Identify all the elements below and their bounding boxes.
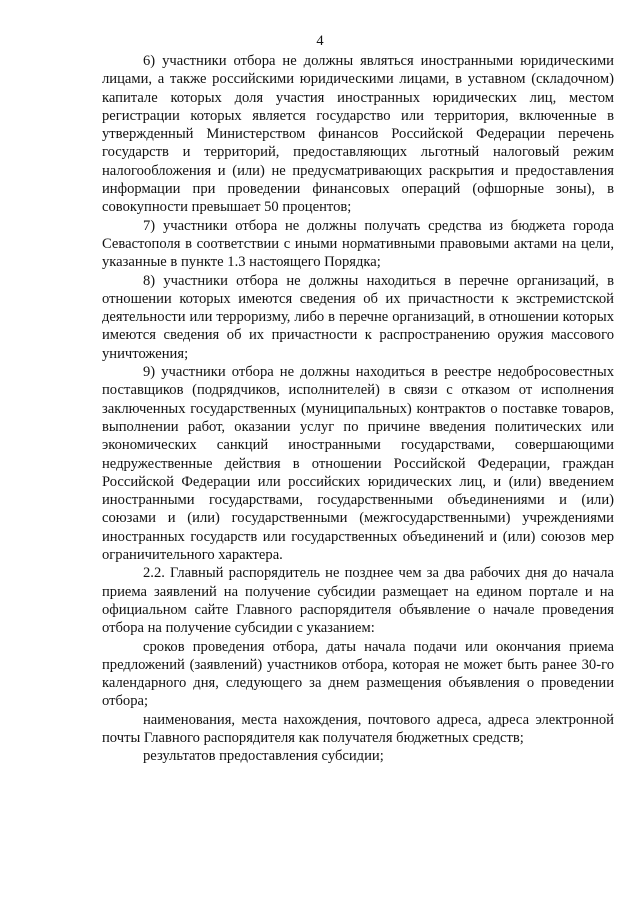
paragraph-deadlines: сроков проведения отбора, даты начала подачи или окончания приема предложений (заявлений) участников отбора, которая не может быть ранее 30-го календарного дня, следующего за днем размещения объявления о проведении отбора; (102, 638, 614, 710)
paragraph-results: результатов предоставления субсидии; (143, 748, 384, 765)
document-body (102, 52, 614, 766)
paragraph-section-2-2: 2.2. Главный распорядитель не позднее чем за два рабочих дня до начала приема заявлений на получение субсидии размещает на едином портале и на официальном сайте Главного распорядителя объявление о начале проведения отбора на получение субсидии с указанием: (102, 565, 614, 637)
page-number: 4 (316, 33, 324, 49)
paragraph-item-8: 8) участники отбора не должны находиться в перечне организаций, в отношении которых имеются сведения об их причастности к экстремистской деятельности или терроризму, либо в перечне организаций, в отношении которых имеются сведения об их причастности к распространению оружия массового уничтожения; (102, 272, 614, 362)
paragraph-item-9: 9) участники отбора не должны находиться в реестре недобросовестных поставщиков (подрядчиков, исполнителей) в связи с отказом от исполнения заключенных государственных (муниципальных) контрактов о поставке товаров, выполнении работ, оказании услуг по причине введения политических или экономических санкций иностранными государствами, совершающими недружественные действия в отношении Российской Федерации, граждан Российской Федерации или российских юридических лиц, и (или) введением иностранными государствами, государственными объединениями и (или) союзами и (или) государственными (межгосударственными) учреждениями иностранных государств или государственных объединений и (или) союзов мер ограничительного характера. (102, 364, 614, 564)
paragraph-contacts: наименования, места нахождения, почтового адреса, адреса электронной почты Главного распорядителя как получателя бюджетных средств; (102, 711, 614, 746)
paragraph-item-7: 7) участники отбора не должны получать средства из бюджета города Севастополя в соответствии с иными нормативными правовыми актами на цели, указанные в пункте 1.3 настоящего Порядка; (102, 217, 614, 271)
paragraph-item-6: 6) участники отбора не должны являться иностранными юридическими лицами, а также российскими юридическими лицами, в уставном (складочном) капитале которых доля участия иностранных юридических лиц, местом регистрации которых является государство или территория, включенные в утвержденный Министерством финансов Российской Федерации перечень государств и территорий, предоставляющих льготный налоговый режим налогообложения и (или) не предусматривающих раскрытия и предоставления информации при проведении финансовых операций (офшорные зоны), в совокупности превышает 50 процентов; (102, 53, 614, 216)
